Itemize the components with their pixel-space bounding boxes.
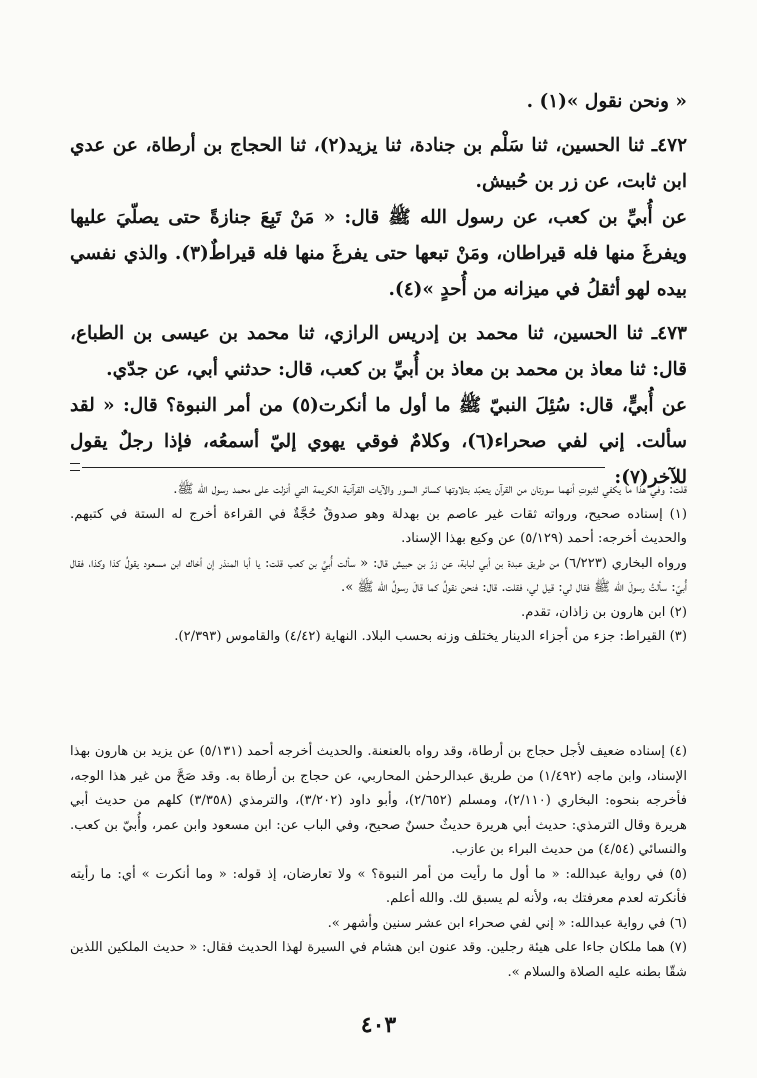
footnote-1: (١) إسناده صحيح، ورواته ثقات غير عاصم بن بهدلة وهو صدوقٌ حُجَّةٌ في القراءة أخرج له الستة في كتبهم. والحديث أخرجه: أحمد (٥/١٢٩) عن وكيع بهذا الإسناد. bbox=[70, 506, 687, 546]
hadith-472-matn: عن أُبيِّ بن كعب، عن رسول الله ﷺ قال: « مَنْ تَبِعَ جنازةً حتى يصلّيَ عليها ويفرغَ منها فله قيراطان، ومَنْ تبعها حتى يفرغَ منها فله قيراطٌ(٣). والذي نفسي بيده لهو أثقلُ في ميزانه من أُحدٍ »(٤). bbox=[70, 207, 687, 300]
hadith-473-matn: عن أُبيٍّ، قال: سُئِلَ النبيّ ﷺ ما أول ما أنكرت(٥) من أمر النبوة؟ قال: « لقد سألت. إني لفي صحراء(٦)، وكلامٌ فوقي يهوي إليّ أسمعُه، فإذا رجلٌ يقول للآخر(٧): bbox=[70, 395, 687, 488]
footnote-comment: قلت: وفي هذا ما يكفي لثبوتِ أنهما سورتان من القرآن يتعبّد بتلاوتها كسائر السور والآيات القرآنية الكريمة التي أنزلت على محمد رسول الله ﷺ. bbox=[173, 482, 687, 497]
equals-mark bbox=[70, 463, 80, 471]
footnotes-top bbox=[70, 478, 687, 650]
footnote-4: (٤) إسناده ضعيف لأجل حجاج بن أرطاة، وقد رواه بالعنعنة. والحديث أخرجه أحمد (٥/١٣١) عن يزيد بن هارون بهذا الإسناد، وابن ماجه (١/٤٩٢) من طريق عبدالرحمٰن المحاربي، عن حجاج بن أرطاة به. وقد صَحَّ من غير هذا الوجه، فأخرجه بنحوه: البخاري (٢/١١٠)، ومسلم (٢/٦٥٢)، وأبو داود (٣/٢٠٢)، والترمذي (٣/٣٥٨) كلهم من حديث أبي هريرة وقال الترمذي: حديث أبي هريرة حديثٌ حسنٌ صحيح، وفي الباب عن: ابن مسعود وابن عمر، وأُبيّ بن كعب. والنسائي (٤/٥٤) من حديث البراء بن عازب. bbox=[70, 744, 688, 857]
main-paragraph: « ونحن نقول »(١) . bbox=[526, 91, 687, 112]
page-number: ٤٠٣ bbox=[360, 1012, 397, 1038]
footnote-5: (٥) في رواية عبدالله: « ما أول ما رأيت من أمر النبوة؟ » ولا تعارضان، إذ قوله: « وما أنكرت » أي: ما رأيته فأنكرته لعدم معرفتك به، ولأنه لم يسبق لك. والله أعلم. bbox=[70, 866, 687, 906]
separator-line bbox=[82, 467, 605, 468]
footnote-7: (٧) هما ملكان جاءا على هيئة رجلين. وقد عنون ابن هشام في السيرة لهذا الحديث فقال: « حديث الملكين اللذين شقّا بطنه عليه الصلاة والسلام ». bbox=[70, 940, 687, 980]
footnote-1-continued: ورواه البخاري (٦/٢٢٣) من طريق عبدة بن أبي لبابة، عن زرّ بن حبيش قال: « سألت أُبيَّ بن كعب قلت: يا أبا المنذر إن أخاك ابن مسعود يقولُ كذا وكذا، فقال أُبيّ: سألتُ رسولَ الله ﷺ فقال لي: قيل لي، فقلت. قال: فنحن نقولُ كما قالَ رسولُ الله ﷺ ». bbox=[70, 555, 688, 595]
footnote-6: (٦) في رواية عبدالله: « إني لفي صحراء ابن عشر سنين وأشهر ». bbox=[327, 915, 687, 931]
hadith-473-isnad: ٤٧٣ـ ثنا الحسين، ثنا محمد بن إدريس الرازي، ثنا محمد بن عيسى بن الطباع، قال: ثنا معاذ بن محمد بن معاذ بن أُبيِّ بن كعب، قال: حدثني أبي، عن جدّي. bbox=[70, 323, 687, 380]
hadith-472-isnad: ٤٧٢ـ ثنا الحسين، ثنا سَلْم بن جنادة، ثنا يزيد(٢)، ثنا الحجاج بن أرطاة، عن عدي ابن ثابت، عن زر بن حُبيش. bbox=[70, 135, 688, 192]
footnote-3: (٣) القيراط: جزء من أجزاء الدينار يختلف وزنه بحسب البلاد. النهاية (٤/٤٢) والقاموس (٢/٣٩٣). bbox=[174, 629, 687, 644]
footnotes-bottom bbox=[70, 740, 687, 985]
footnote-separator bbox=[70, 464, 687, 472]
main-text bbox=[70, 84, 687, 496]
footnote-2: (٢) ابن هارون بن زاذان، تقدم. bbox=[521, 604, 687, 620]
